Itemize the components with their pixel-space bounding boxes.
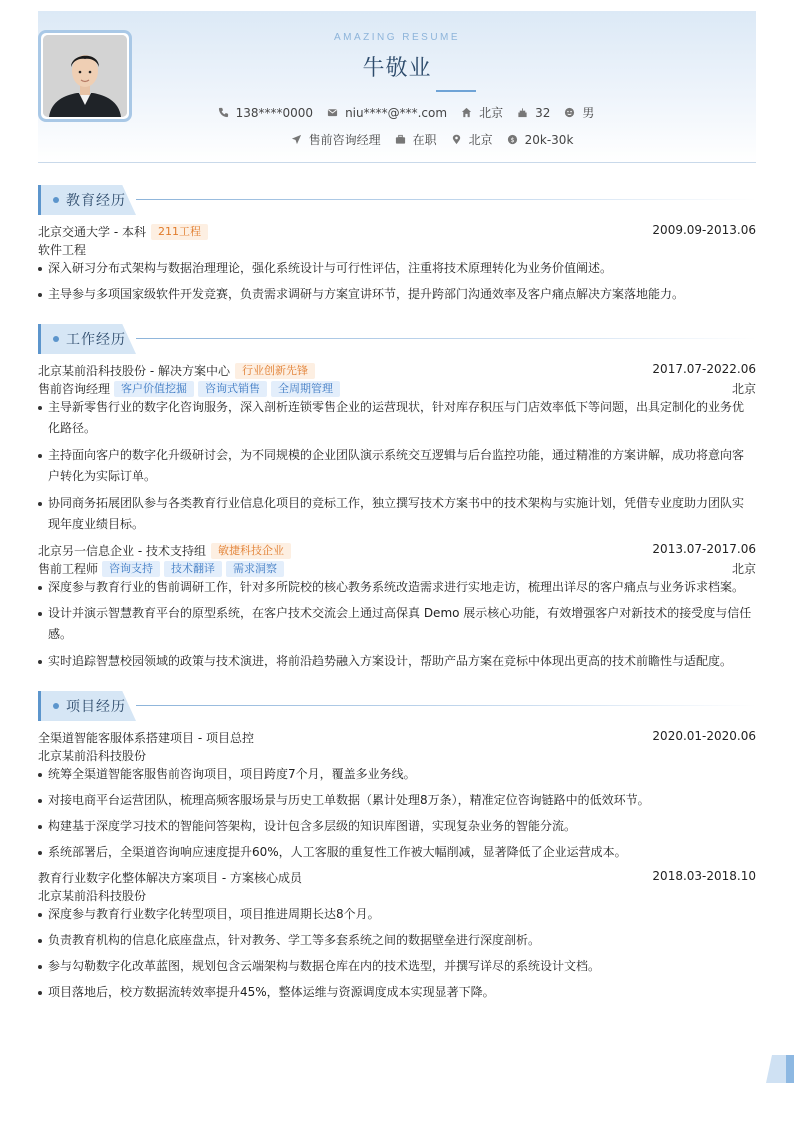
city-item: [461, 104, 503, 121]
bullet-text: 主导新零售行业的数字化咨询服务，深入剖析连锁零售企业的运营现状，针对库存积压与门店效率低下等问题，出具定制化的业务优: [48, 400, 745, 414]
education-entry-header: [38, 223, 756, 240]
work-bullet: [38, 397, 756, 439]
skill-tag: 咨询支持: [102, 561, 160, 577]
bullet-text: 户转化为实际订单。: [48, 469, 157, 483]
work-entry-header: [38, 362, 756, 379]
project-org: 北京某前沿科技股份: [38, 889, 147, 903]
email-text: niu****@***.com: [345, 105, 448, 120]
work-location: 北京: [731, 562, 756, 576]
svg-text:$: $: [510, 135, 515, 144]
company-name: 北京某前沿科技股份 - 解决方案中心: [38, 364, 230, 378]
mail-icon: [327, 107, 338, 118]
gender-item: [564, 104, 594, 121]
briefcase-icon: [395, 134, 406, 145]
city-text: 北京: [479, 106, 504, 120]
work-location: 北京: [731, 382, 756, 396]
bullet-text: 感。: [48, 627, 73, 641]
job-intent-row: [38, 131, 756, 148]
section-title: 教育经历: [66, 193, 126, 209]
work-dates: 2017.07-2022.06: [652, 362, 756, 376]
work-bullet: 实时追踪智慧校园领域的政策与技术演进，将前沿趋势融入方案设计，帮助产品方案在竞标中体现出更高的技术前瞻性与适配度。: [38, 651, 756, 672]
company-badge: 敏捷科技企业: [211, 543, 291, 559]
project-bullet: 深度参与教育行业数字化转型项目，项目推进周期长达8个月。: [38, 904, 756, 925]
project-dates: 2018.03-2018.10: [652, 869, 756, 883]
money-icon: [507, 134, 518, 145]
section-dot: [53, 336, 59, 342]
salary-text: 20k-30k: [524, 132, 574, 147]
section-dot: [53, 703, 59, 709]
job-title: 售前工程师: [38, 562, 99, 576]
section-projects: [38, 691, 756, 721]
project-bullet: 系统部署后，全渠道咨询响应速度提升60%，人工客服的重复性工作被大幅削减，显著降低了企业运营成本。: [38, 842, 756, 863]
project-bullet: 参与勾勒数字化改革蓝图，规划包含云端架构与数据仓库在内的技术选型，并撰写详尽的系统设计文档。: [38, 956, 756, 977]
bullet-text: 现年度业绩目标。: [48, 517, 145, 531]
home-icon: [461, 107, 472, 118]
project-bullet: 项目落地后，校方数据流转效率提升45%，整体运维与资源调度成本实现显著下降。: [38, 982, 756, 1003]
project-name: 全渠道智能客服体系搭建项目 - 项目总控: [38, 731, 254, 745]
job-title: 售前咨询经理: [38, 382, 111, 396]
section-divider: [136, 199, 756, 200]
bullet-text: 主持面向客户的数字化升级研讨会，为不同规模的企业团队演示系统交互逻辑与后台监控功能，通过精准的方案讲解，成功将意向客: [48, 448, 745, 462]
project-dates: 2020.01-2020.06: [652, 729, 756, 743]
project-bullet: 统筹全渠道智能客服售前咨询项目，项目跨度7个月，覆盖多业务线。: [38, 764, 756, 785]
location-pin-icon: [451, 134, 462, 145]
resume-header: [38, 11, 756, 163]
email-item: [327, 106, 447, 120]
candidate-name: 牛敬业: [362, 56, 432, 81]
education-major: 软件工程: [38, 243, 87, 257]
cake-icon: [517, 107, 528, 118]
gender-icon: [564, 107, 575, 118]
section-work: [38, 324, 756, 354]
work-role-row: [38, 560, 756, 577]
bullet-text: 协同商务拓展团队参与各类教育行业信息化项目的竞标工作，独立撰写技术方案书中的技术架构与实施计划，凭借专业度助力团队实: [48, 496, 745, 510]
send-icon: [291, 134, 302, 145]
project-bullet: 对接电商平台运营团队，梳理高频客服场景与历史工单数据（累计处理8万条），精准定位咨询链路中的低效环节。: [38, 790, 756, 811]
phone-item: [218, 106, 313, 120]
status-item: [395, 131, 437, 148]
age-text: 32: [535, 105, 551, 120]
status-text: 在职: [412, 133, 437, 147]
header-tagline: AMAZING RESUME: [333, 32, 461, 43]
work-bullet: [38, 603, 756, 645]
phone-text: 138****0000: [235, 105, 314, 120]
education-bullet: 深入研习分布式架构与数据治理理论，强化系统设计与可行性评估，注重将技术原理转化为业务价值阐述。: [38, 258, 756, 279]
target-city-item: [451, 131, 493, 148]
position-text: 售前咨询经理: [308, 133, 381, 147]
bullet-text: 化路径。: [48, 421, 97, 435]
section-title: 项目经历: [66, 699, 126, 715]
work-bullet: 深度参与教育行业的售前调研工作，针对多所院校的核心教务系统改造需求进行实地走访，梳理出详尽的客户痛点与业务诉求档案。: [38, 577, 756, 598]
section-dot: [53, 197, 59, 203]
work-role-row: [38, 380, 756, 397]
project-entry-header: [38, 729, 756, 746]
company-name: 北京另一信息企业 - 技术支持组: [38, 544, 206, 558]
project-entry-header: [38, 869, 756, 886]
skill-tag: 需求洞察: [226, 561, 284, 577]
section-divider: [136, 705, 756, 706]
skill-tag: 技术翻译: [164, 561, 222, 577]
school-badge: 211工程: [151, 224, 208, 240]
phone-icon: [218, 107, 229, 118]
section-education: [38, 185, 756, 215]
corner-decoration: [766, 1055, 794, 1083]
section-divider: [136, 338, 756, 339]
work-bullet: [38, 493, 756, 535]
bullet-text: 设计并演示智慧教育平台的原型系统，在客户技术交流会上通过高保真 Demo 展示核心功能，有效增强客户对新技术的接受度与信任: [48, 606, 752, 620]
project-org: 北京某前沿科技股份: [38, 749, 147, 763]
skill-tag: 全周期管理: [271, 381, 340, 397]
salary-item: [507, 133, 574, 147]
work-entry-header: [38, 542, 756, 559]
section-title: 工作经历: [66, 332, 126, 348]
target-city-text: 北京: [468, 133, 493, 147]
skill-tag: 咨询式销售: [198, 381, 267, 397]
project-bullet: 构建基于深度学习技术的智能问答架构，设计包含多层级的知识库图谱，实现复杂业务的智能分流。: [38, 816, 756, 837]
project-name: 教育行业数字化整体解决方案项目 - 方案核心成员: [38, 871, 302, 885]
school-name: 北京交通大学 - 本科: [38, 225, 146, 239]
project-bullet: 负责教育机构的信息化底座盘点，针对教务、学工等多套系统之间的数据壁垒进行深度剖析。: [38, 930, 756, 951]
education-dates: 2009.09-2013.06: [652, 223, 756, 237]
age-item: [517, 106, 550, 120]
work-bullet: [38, 445, 756, 487]
skill-tag: 客户价值挖掘: [114, 381, 194, 397]
contact-row: [38, 104, 756, 121]
education-bullet: 主导参与多项国家级软件开发竞赛，负责需求调研与方案宣讲环节，提升跨部门沟通效率及客户痛点解决方案落地能力。: [38, 284, 756, 305]
name-underline: [436, 90, 476, 92]
company-badge: 行业创新先锋: [235, 363, 315, 379]
work-dates: 2013.07-2017.06: [652, 542, 756, 556]
gender-text: 男: [582, 106, 595, 120]
position-item: [291, 131, 381, 148]
